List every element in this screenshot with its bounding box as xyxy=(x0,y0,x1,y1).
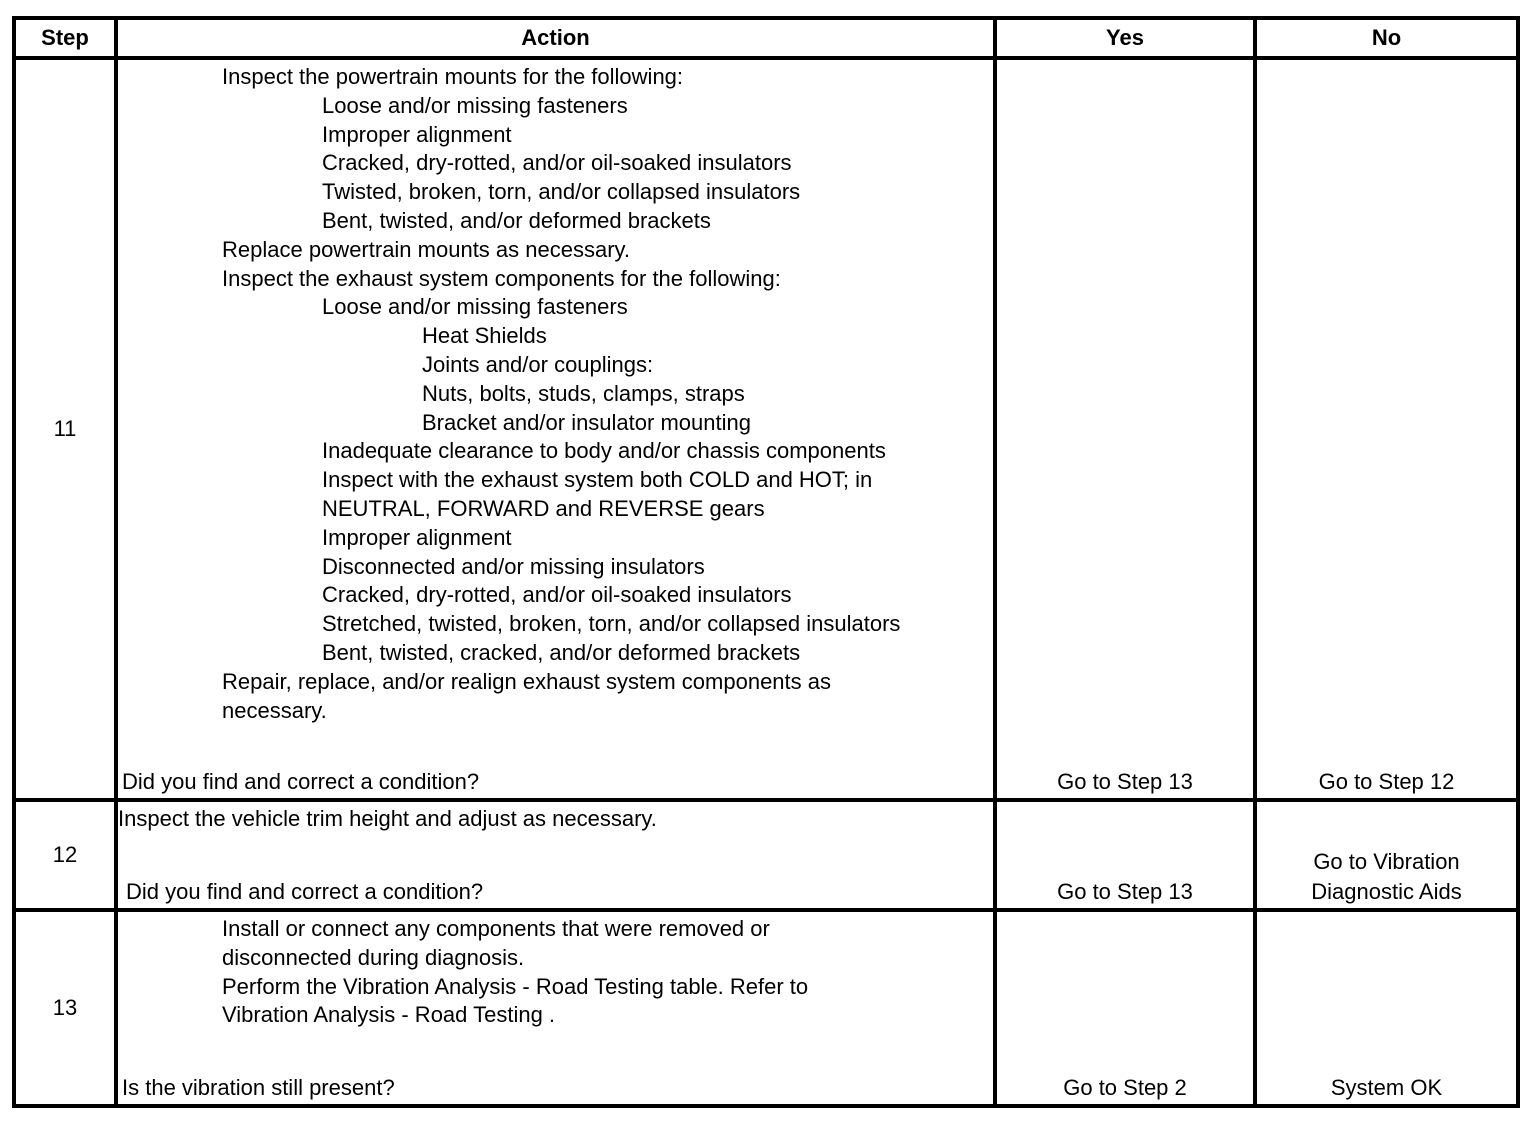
question-text: Did you find and correct a condition? xyxy=(122,769,480,795)
action-line: disconnected during diagnosis. xyxy=(222,944,525,970)
action-cell xyxy=(116,58,995,800)
action-line: Repair, replace, and/or realign exhaust system components as xyxy=(222,668,831,694)
action-cell xyxy=(116,910,995,1106)
diagnostic-table xyxy=(12,16,1520,1108)
action-line: Inspect with the exhaust system both COLD and HOT; in xyxy=(322,467,873,493)
question-text: Did you find and correct a condition? xyxy=(126,879,484,905)
no-result-line: Go to Vibration xyxy=(1313,849,1460,875)
action-line: NEUTRAL, FORWARD and REVERSE gears xyxy=(322,495,765,521)
header-row xyxy=(14,18,1518,58)
action-line: Cracked, dry-rotted, and/or oil-soaked insulators xyxy=(322,582,792,608)
header-no: No xyxy=(1255,18,1518,58)
action-line: Heat Shields xyxy=(422,323,547,349)
yes-result xyxy=(995,58,1255,800)
action-line: Inspect the vehicle trim height and adjust as necessary. xyxy=(118,806,657,831)
action-line: Bent, twisted, and/or deformed brackets xyxy=(322,207,711,233)
action-line: Twisted, broken, torn, and/or collapsed insulators xyxy=(322,179,801,205)
action-cell xyxy=(116,800,995,910)
no-result-line: Diagnostic Aids xyxy=(1311,879,1462,905)
action-line: Stretched, twisted, broken, torn, and/or collapsed insulators xyxy=(322,611,901,637)
action-list xyxy=(118,912,993,1030)
step-number: 11 xyxy=(14,58,116,800)
action-line: Loose and/or missing fasteners xyxy=(322,92,628,118)
action-line: Replace powertrain mounts as necessary. xyxy=(222,236,631,262)
yes-result-line: Go to Step 13 xyxy=(1057,879,1193,905)
no-result-line: Go to Step 12 xyxy=(1318,769,1455,795)
yes-result xyxy=(995,910,1255,1106)
yes-result-line: Go to Step 2 xyxy=(1063,1075,1187,1101)
action-line: Install or connect any components that were removed or xyxy=(222,916,770,941)
action-line: Improper alignment xyxy=(322,524,512,550)
action-line: Inadequate clearance to body and/or chassis components xyxy=(322,438,886,464)
yes-result-line: Go to Step 13 xyxy=(1057,769,1193,795)
action-line: Cracked, dry-rotted, and/or oil-soaked insulators xyxy=(322,150,792,176)
step-number: 12 xyxy=(14,800,116,910)
action-line: Joints and/or couplings: xyxy=(422,351,654,377)
header-step: Step xyxy=(14,18,116,58)
no-result xyxy=(1255,910,1518,1106)
table-row xyxy=(14,800,1518,910)
action-line: Bent, twisted, cracked, and/or deformed brackets xyxy=(322,639,801,665)
table-body xyxy=(14,58,1518,1106)
action-line: Loose and/or missing fasteners xyxy=(322,294,628,320)
no-result xyxy=(1255,800,1518,910)
action-line: Perform the Vibration Analysis - Road Testing table. Refer to xyxy=(222,973,809,999)
action-line: Nuts, bolts, studs, clamps, straps xyxy=(422,380,745,406)
table-row xyxy=(14,910,1518,1106)
question-text: Is the vibration still present? xyxy=(122,1075,395,1101)
action-list xyxy=(118,802,993,834)
action-line: Inspect the powertrain mounts for the following: xyxy=(222,64,684,89)
table-row xyxy=(14,58,1518,800)
action-line: Disconnected and/or missing insulators xyxy=(322,553,705,579)
action-line: Improper alignment xyxy=(322,121,512,147)
header-action: Action xyxy=(116,18,995,58)
header-yes: Yes xyxy=(995,18,1255,58)
no-result-line: System OK xyxy=(1330,1075,1443,1101)
action-line: Inspect the exhaust system components for the following: xyxy=(222,265,781,291)
action-line: Vibration Analysis - Road Testing . xyxy=(222,1002,556,1028)
yes-result xyxy=(995,800,1255,910)
step-number: 13 xyxy=(14,910,116,1106)
action-line: necessary. xyxy=(222,697,327,723)
action-list xyxy=(118,60,993,725)
no-result xyxy=(1255,58,1518,800)
action-line: Bracket and/or insulator mounting xyxy=(422,409,751,435)
